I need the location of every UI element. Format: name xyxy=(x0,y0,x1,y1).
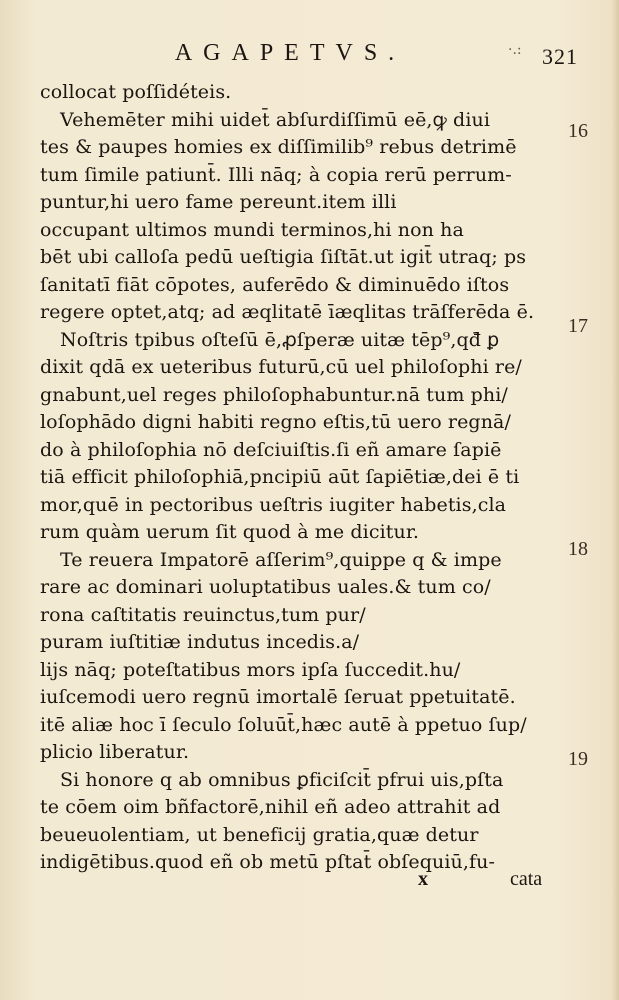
text-line: beueuolentiam, ut beneficij gratia,quæ detur xyxy=(40,823,479,846)
text-line: regere optet,atq; ad æqlitatē īæqlitas trāſferēda ē. xyxy=(40,301,535,323)
running-title: AGAPETVS. xyxy=(174,40,406,66)
body-text xyxy=(40,79,556,877)
text-line: Te reuera Impatorē aſſerim⁹,quippe q & impe xyxy=(60,548,502,571)
text-line: itē aliæ hoc ī ſeculo ſoluūt̄,hæc autē à ppetuo ſup/ xyxy=(40,713,527,736)
text-line: indigētibus.quod eñ ob metū pſtat̄ obſequiū,fu- xyxy=(40,851,495,873)
text-line: occupant ultimos mundi terminos,hi non ha xyxy=(40,218,464,241)
text-line: gnabunt,uel reges philoſophabuntur.nā tum phi/ xyxy=(40,383,508,406)
text-line: lijs nāq; poteſtatibus mors ipſa ſuccedit.hu/ xyxy=(40,658,461,681)
text-line: puntur,hi uero fame pereunt.item illi xyxy=(40,191,397,213)
text-line: iuſcemodi uero regnū imortalē ſeruat ppetuitatē. xyxy=(40,686,516,708)
text-line: Noſtris tpibus oſteſū ē,ꝓſperæ uitæ tēp⁹,qđ̄ ꝑ xyxy=(60,328,500,351)
text-line: dixit qdā ex ueteribus futurū,cū uel philoſophi re/ xyxy=(40,356,522,378)
text-line: mor,quē in pectoribus ueſtris iugiter habetis,cla xyxy=(40,493,507,516)
margin-number: 17 xyxy=(568,315,588,337)
catchword: cata xyxy=(510,868,543,890)
text-line: collocat poſſidéteis. xyxy=(40,81,232,103)
text-line: plicio liberatur. xyxy=(40,741,190,763)
signature-mark: x xyxy=(418,868,428,890)
text-line: rum quàm uerum ſit quod à me dicitur. xyxy=(40,521,420,543)
text-line: Vehemēter mihi uidet̄ abſurdiſſimū eē,ꝙ diui xyxy=(60,108,491,131)
margin-number: 19 xyxy=(568,748,588,770)
text-line: rona caſtitatis reuinctus,tum pur/ xyxy=(40,603,366,626)
text-line: ſanitatī fiāt cōpotes, auferēdo & diminuēdo iſtos xyxy=(40,273,510,296)
text-line: tes & paupes homies ex diſſimilib⁹ rebus detrimē xyxy=(40,136,517,158)
text-line: Si honore q ab omnibus ꝑficiſcit̄ pfrui uis,pſta xyxy=(60,768,504,791)
text-line: rare ac dominari uoluptatibus uales.& tum co/ xyxy=(40,576,491,598)
text-line: loſophādo digni habiti regno eſtis,tū uero regnā/ xyxy=(40,411,511,433)
text-line: tum ſimile patiunt̄. Illi nāq; à copia rerū perrum- xyxy=(40,163,512,186)
page-edge xyxy=(611,0,619,1000)
text-line: do à philoſophia nō deſciuiſtis.ſi eñ amare ſapiē xyxy=(40,438,502,461)
text-line: te cōem oim bñfactorē,nihil eñ adeo attrahit ad xyxy=(40,796,501,818)
header-ornament: ·.: xyxy=(508,42,522,58)
margin-number: 18 xyxy=(568,538,588,560)
margin-number: 16 xyxy=(568,120,588,142)
text-line: bēt ubi calloſa pedū ueſtigia ſiſtāt.ut igit̄ utraq; ps xyxy=(40,246,527,268)
text-line: tiā efficit philoſophiā,pncipiū aūt ſapiētiæ,dei ē ti xyxy=(40,466,520,488)
text-line: puram iuſtitiæ indutus incedis.a/ xyxy=(40,631,360,653)
page-number: 321 xyxy=(542,44,578,69)
